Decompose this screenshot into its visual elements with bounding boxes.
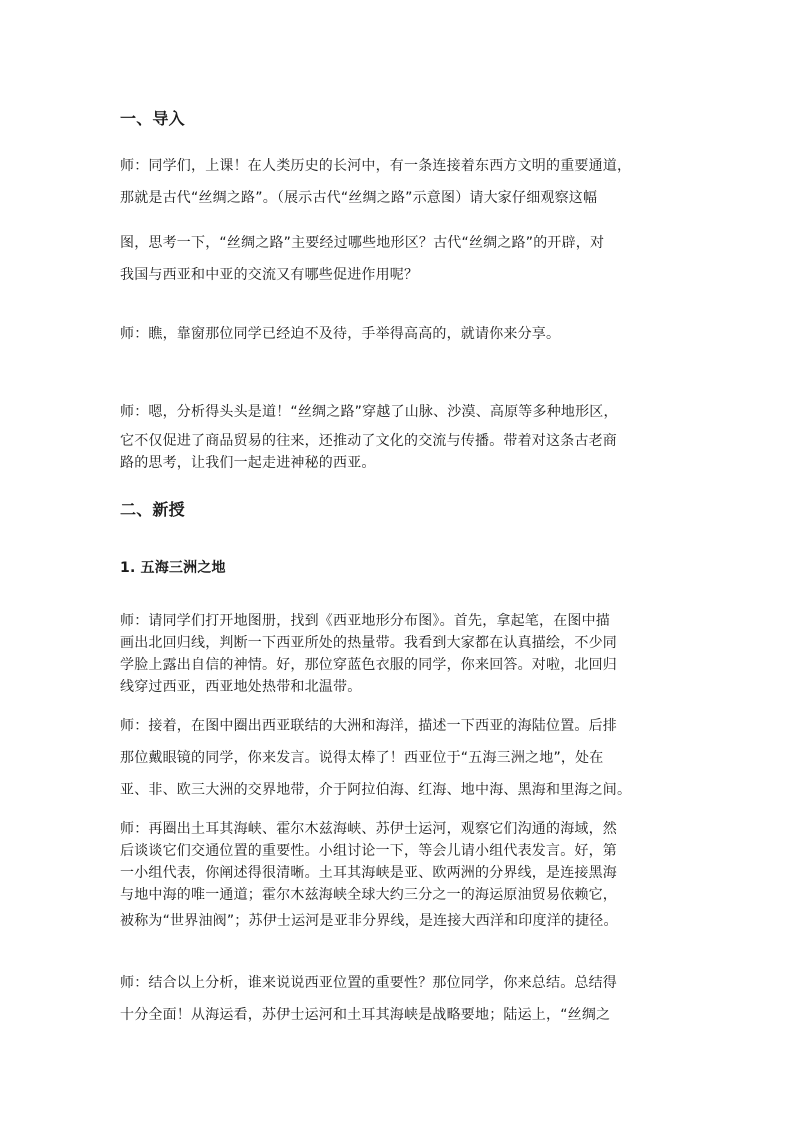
text-line: 那位戴眼镜的同学，你来发言。说得太棒了！西亚位于“五海三洲之地”，处在	[120, 750, 604, 766]
text-line: 它不仅促进了商品贸易的往来，还推动了文化的交流与传播。带着对这条古老商	[120, 433, 617, 449]
text-line: 我国与西亚和中亚的交流又有哪些促进作用呢？	[120, 267, 419, 283]
text-line: 那就是古代“丝绸之路”。（展示古代“丝绸之路”示意图）请大家仔细观察这幅	[120, 190, 598, 206]
section-heading-intro	[120, 106, 676, 129]
text-line: 师：再圈出土耳其海峡、霍尔木兹海峡、苏伊士运河，观察它们沟通的海域，然	[120, 821, 617, 837]
paragraph-new-3-continued	[120, 905, 676, 937]
paragraph-intro-2	[120, 318, 676, 350]
text-line: 师：请同学们打开地图册，找到《西亚地形分布图》。首先，拿起笔，在图中描	[120, 613, 610, 629]
text-line: 师：接着，在图中圈出西亚联结的大洲和海洋，描述一下西亚的海陆位置。后排	[120, 718, 617, 734]
text-line: 师：同学们，上课！在人类历史的长河中，有一条连接着东西方文明的重要通道，	[120, 158, 632, 174]
text-line: 师：嗯，分析得头头是道！“丝绸之路”穿越了山脉、沙漠、高原等多种地形区，	[120, 404, 618, 420]
paragraph-new-3	[120, 818, 676, 906]
text-line: 亚、非、欧三大洲的交界地带，介于阿拉伯海、红海、地中海、黑海和里海之间。	[120, 782, 632, 798]
subsection-title	[120, 557, 676, 577]
paragraph-intro-3-rest	[120, 430, 676, 474]
text-line: 路的思考，让我们一起走进神秘的西亚。	[120, 455, 376, 471]
paragraph-intro-3	[120, 396, 676, 428]
text-line: 被称为“世界油阀”；苏伊士运河是亚非分界线，是连接大西洋和印度洋的捷径。	[120, 913, 618, 929]
text-line: 后谈谈它们交通位置的重要性。小组讨论一下，等会儿请小组代表发言。好，第	[120, 843, 617, 859]
text-line: 师：瞧，靠窗那位同学已经迫不及待，手举得高高的，就请你来分享。	[120, 326, 561, 342]
subheading-text: 1. 五海三洲之地	[120, 560, 226, 576]
text-line: 十分全面！从海运看，苏伊士运河和土耳其海峡是战略要地；陆运上，“丝绸之	[120, 1007, 611, 1023]
section-heading-new	[120, 497, 676, 520]
text-line: 与地中海的唯一通道；霍尔木兹海峡全球大约三分之一的海运原油贸易依赖它，	[120, 887, 617, 903]
paragraph-intro-1	[120, 150, 676, 214]
paragraph-intro-1-continued	[120, 227, 676, 291]
heading-text: 二、新授	[120, 500, 185, 519]
paragraph-new-2	[120, 710, 676, 806]
text-line: 图，思考一下，“丝绸之路”主要经过哪些地形区？古代“丝绸之路”的开辟，对	[120, 235, 605, 251]
text-line: 画出北回归线，判断一下西亚所处的热量带。我看到大家都在认真描绘，不少同	[120, 635, 617, 651]
heading-text: 一、导入	[120, 109, 185, 128]
paragraph-new-1	[120, 610, 676, 698]
text-line: 一小组代表，你阐述得很清晰。土耳其海峡是亚、欧两洲的分界线，是连接黑海	[120, 865, 617, 881]
text-line: 学脸上露出自信的神情。好，那位穿蓝色衣服的同学，你来回答。对啦，北回归	[120, 657, 617, 673]
text-line: 线穿过西亚，西亚地处热带和北温带。	[120, 679, 362, 695]
text-line: 师：结合以上分析，谁来说说西亚位置的重要性？那位同学，你来总结。总结得	[120, 975, 617, 991]
paragraph-new-4	[120, 967, 676, 1031]
